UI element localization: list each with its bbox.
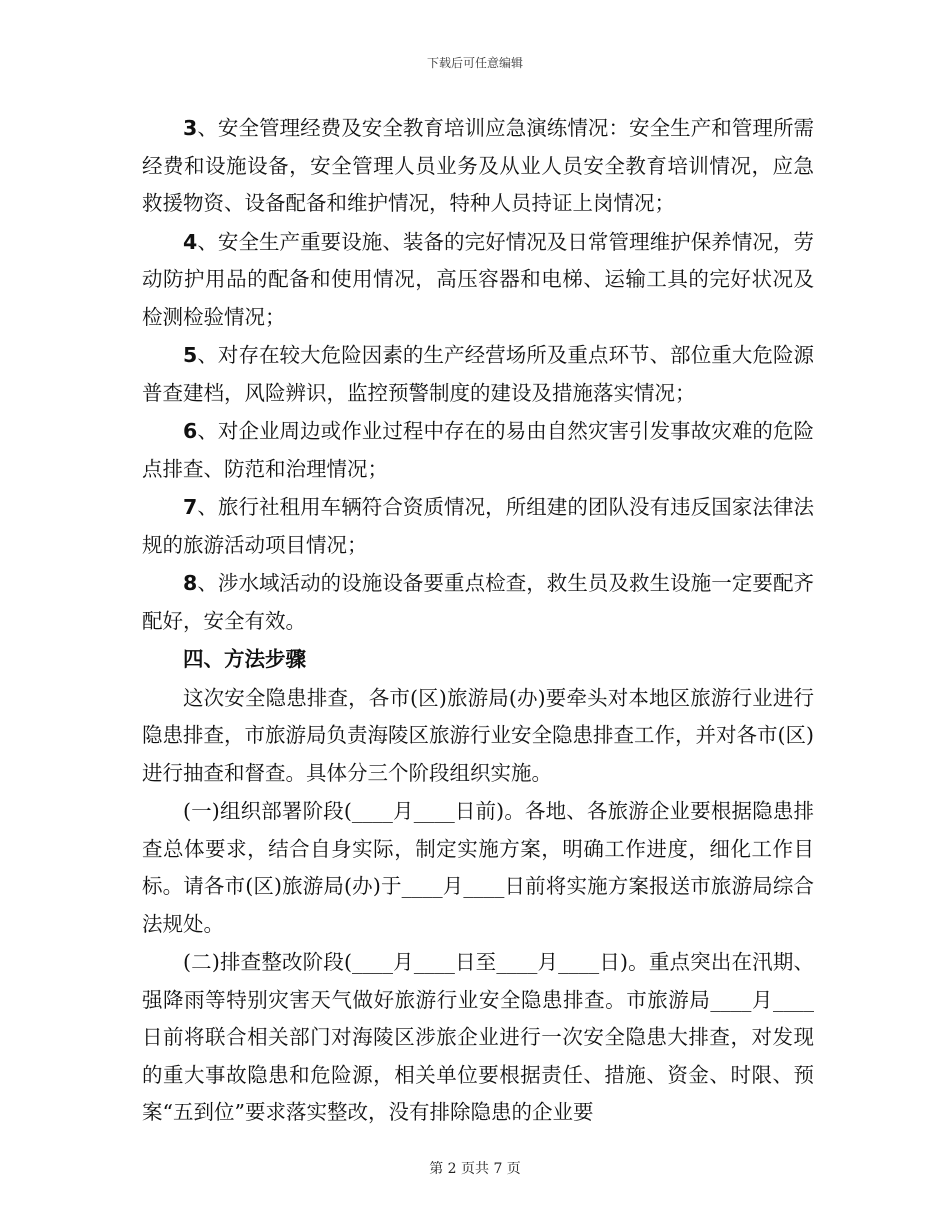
page-header-note: 下载后可任意编辑 — [426, 56, 523, 70]
item-number: 4 — [183, 229, 198, 254]
section-heading-methods: 四、方法步骤 — [183, 647, 306, 671]
item-number: 8 — [183, 571, 198, 595]
item-text: 、安全管理经费及安全教育培训应急演练情况：安全生产和管理所需经费和设施设备，安全管理人员业务及从业人员安全教育培训情况，应急救援物资、设备配备和维护情况，特种人员持证上岗情况； — [142, 116, 814, 215]
list-item-4 — [142, 224, 814, 337]
item-number: 5 — [183, 343, 198, 367]
list-item-6 — [142, 413, 814, 488]
list-item-5 — [142, 337, 814, 412]
item-text: 、涉水域活动的设施设备要重点检查，救生员及救生设施一定要配齐配好，安全有效。 — [142, 571, 814, 633]
list-item-7 — [142, 489, 814, 564]
item-number: 6 — [183, 419, 198, 443]
methods-intro-paragraph: 这次安全隐患排查，各市(区)旅游局(办)要牵头对本地区旅游行业进行隐患排查，市旅游局负责海陵区旅游行业安全隐患排查工作，并对各市(区)进行抽查和督查。具体分三个阶段组织实施。 — [142, 685, 814, 785]
item-text: 、旅行社租用车辆符合资质情况，所组建的团队没有违反国家法律法规的旅游活动项目情况； — [142, 495, 814, 557]
page-number-footer: 第 2 页共 7 页 — [429, 1161, 521, 1177]
stage-two-paragraph: (二)排查整改阶段(____月____日至____月____日)。重点突出在汛期、强降雨等特别灾害天气做好旅游行业安全隐患排查。市旅游局____月____日前将联合相关部门对海陵区涉旅企业进行一次安全隐患大排查，对发现的重大事故隐患和危险源，相关单位要根据责任、措施、资金、时限、预案“五到位”要求落实整改，没有排除隐患的企业要 — [142, 950, 814, 1124]
list-item-3 — [142, 110, 814, 223]
list-item-8 — [142, 565, 814, 640]
item-number: 7 — [183, 495, 198, 519]
item-text: 、对存在较大危险因素的生产经营场所及重点环节、部位重大危险源普查建档，风险辨识，监控预警制度的建设及措施落实情况； — [142, 343, 814, 405]
item-text: 、对企业周边或作业过程中存在的易由自然灾害引发事故灾难的危险点排查、防范和治理情况； — [142, 419, 814, 481]
item-number: 3 — [183, 116, 198, 140]
document-body — [142, 110, 814, 1133]
stage-one-paragraph: (一)组织部署阶段(____月____日前)。各地、各旅游企业要根据隐患排查总体要求，结合自身实际，制定实施方案，明确工作进度，细化工作目标。请各市(区)旅游局(办)于____月____日前将实施方案报送市旅游局综合法规处。 — [142, 799, 814, 936]
item-text: 、安全生产重要设施、装备的完好情况及日常管理维护保养情况，劳动防护用品的配备和使用情况，高压容器和电梯、运输工具的完好状况及检测检验情况； — [142, 229, 814, 329]
